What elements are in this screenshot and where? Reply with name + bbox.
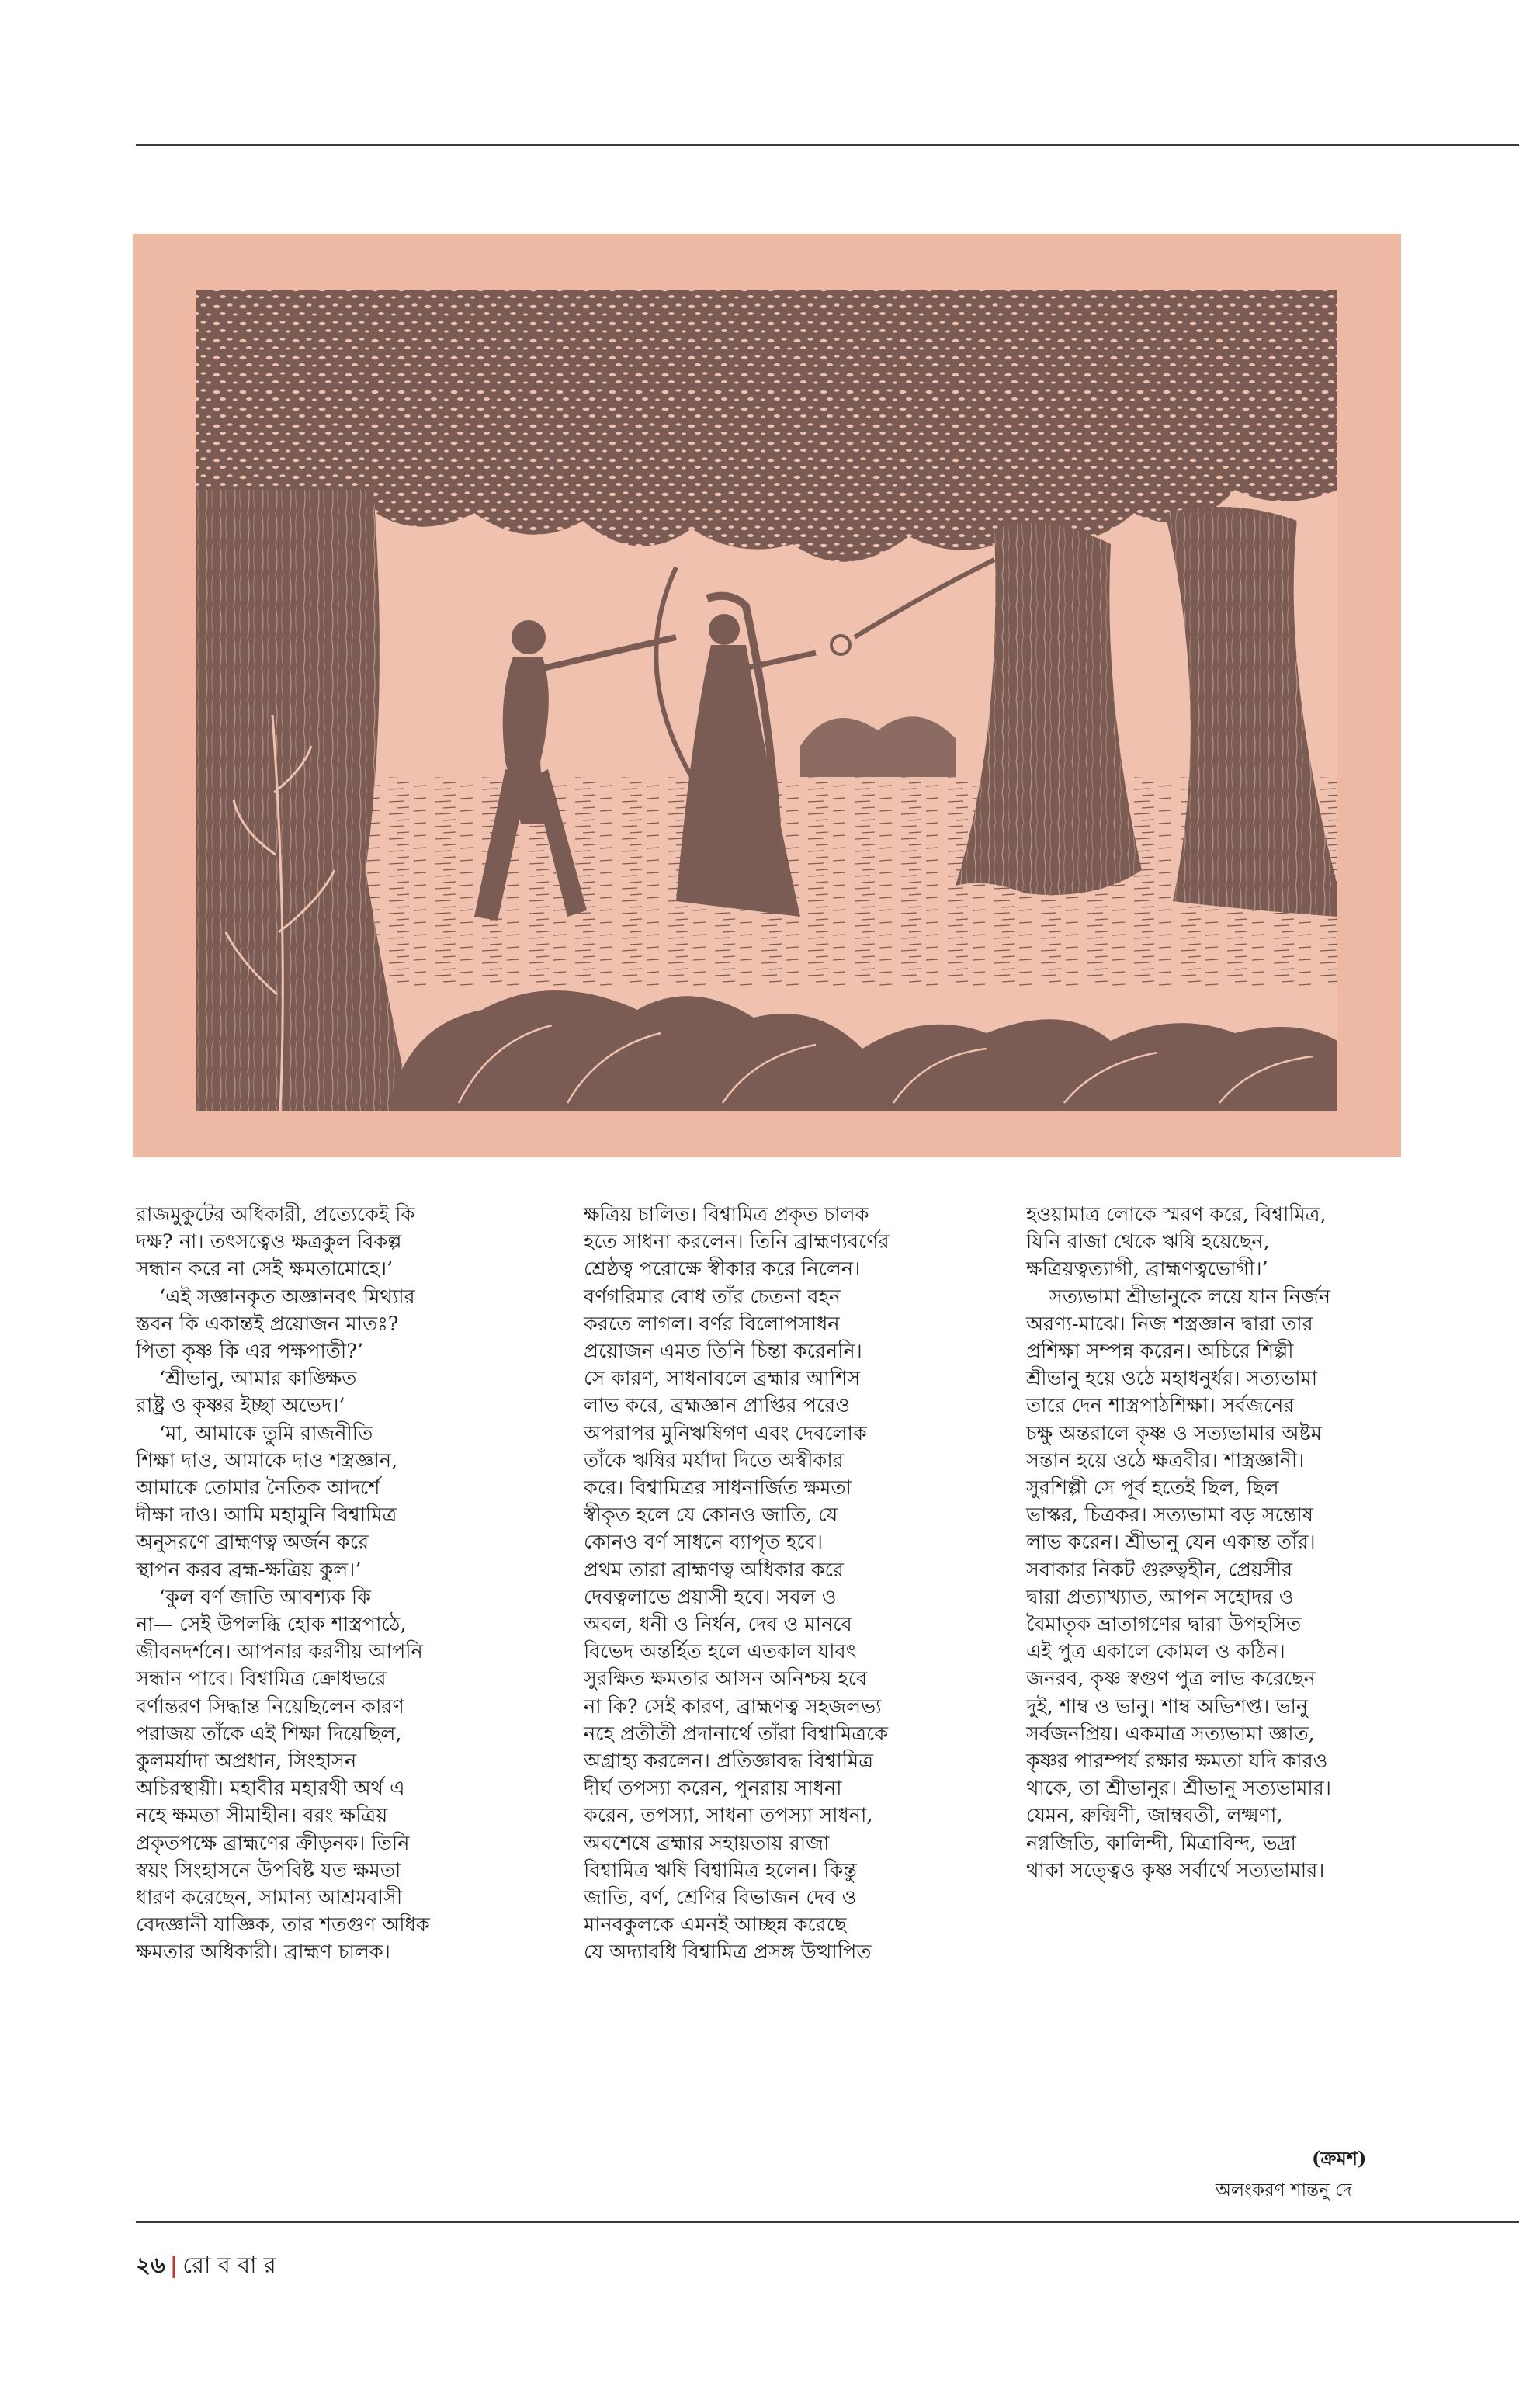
text-line: নহে ক্ষমতা সীমাহীন। বরং ক্ষত্রিয়	[136, 1804, 388, 1828]
illustration-frame	[133, 234, 1401, 1157]
text-line: আমাকে তোমার নৈতিক আদর্শে	[136, 1476, 380, 1500]
magazine-name: রো ব বা র	[182, 2252, 276, 2278]
text-line: অনুসরণে ব্রাহ্মণত্ব অর্জন করে	[136, 1531, 369, 1555]
text-line: ক্ষমতার অধিকারী। ব্রাহ্মণ চালক।	[136, 1940, 390, 1965]
text-line: দীক্ষা দাও। আমি মহামুনি বিশ্বামিত্র	[136, 1503, 397, 1528]
text-line: ‘কুল বর্ণ জাতি আবশ্যক কি	[159, 1585, 372, 1609]
text-line: থাকে, তা শ্রীভানুর। শ্রীভানু সত্যভামার।	[1026, 1777, 1331, 1801]
page-footer	[136, 2248, 276, 2286]
text-line: প্রথম তারা ব্রাহ্মণত্ব অধিকার করে	[584, 1558, 844, 1582]
forest-archer-illustration	[133, 234, 1401, 1157]
text-line: স্বীকৃত হলে যে কোনও জাতি, যে	[584, 1503, 838, 1528]
text-line: শিক্ষা দাও, আমাকে দাও শস্ত্রজ্ঞান,	[136, 1448, 398, 1472]
text-line: যেমন, রুক্মিণী, জাম্ববতী, লক্ষ্মণা,	[1026, 1804, 1283, 1828]
text-line: জনরব, কৃষ্ণ স্বগুণ পুত্র লাভ করেছেন	[1026, 1667, 1316, 1691]
text-line: অরণ্য-মাঝে। নিজ শস্ত্রজ্ঞান দ্বারা তার	[1026, 1312, 1313, 1336]
text-line: রাষ্ট্র ও কৃষ্ণর ইচ্ছা অভেদ।’	[136, 1394, 345, 1418]
continued-label: (ক্রমশ)	[1312, 2147, 1367, 2169]
text-line: অবল, ধনী ও নির্ধন, দেব ও মানবে	[584, 1613, 852, 1637]
text-line: কোনও বর্ণ সাধনে ব্যাপৃত হবে।	[584, 1531, 823, 1555]
text-line: বিশ্বামিত্র ঋষি বিশ্বামিত্র হলেন। কিন্তু	[584, 1858, 857, 1882]
text-line: বর্ণগরিমার বোধ তাঁর চেতনা বহন	[584, 1285, 841, 1309]
bottom-rule	[136, 2221, 1519, 2223]
text-line: পিতা কৃষ্ণ কি এর পক্ষপাতী?’	[136, 1340, 363, 1364]
text-line: রাজমুকুটের অধিকারী, প্রত্যেকেই কি	[136, 1203, 415, 1226]
text-line: ভাস্কর, চিত্রকর। সত্যভামা বড় সন্তোষ	[1026, 1503, 1313, 1528]
text-line: অবশেষে ব্রহ্মার সহায়তায় রাজা	[584, 1831, 830, 1855]
text-line: সত্যভামা শ্রীভানুকে লয়ে যান নির্জন	[1049, 1285, 1331, 1309]
article-column-1	[136, 1202, 501, 1967]
text-line: স্বয়ং সিংহাসনে উপবিষ্ট যত ক্ষমতা	[136, 1858, 401, 1882]
text-line: ‘শ্রীভানু, আমার কাঙ্ক্ষিত	[159, 1367, 357, 1391]
text-line: সন্তান হয়ে ওঠে ক্ষত্রবীর। শাস্ত্রজ্ঞানী।	[1026, 1448, 1305, 1472]
text-line: নহে প্রতীতী প্রদানার্থে তাঁরা বিশ্বামিত্রকে	[584, 1722, 889, 1746]
footer-divider: |	[169, 2252, 179, 2278]
text-line: জাতি, বর্ণ, শ্রেণির বিভাজন দেব ও	[584, 1886, 857, 1910]
text-line: করেন, তপস্যা, সাধনা তপস্যা সাধনা,	[584, 1804, 873, 1828]
text-line: শ্রেষ্ঠত্ব পরোক্ষে স্বীকার করে নিলেন।	[584, 1257, 861, 1281]
text-line: সে কারণ, সাধনাবলে ব্রহ্মার আশিস	[584, 1367, 861, 1391]
text-line: শ্রীভানু হয়ে ওঠে মহাধনুর্ধর। সত্যভামা	[1026, 1367, 1318, 1391]
text-line: জীবনদর্শনে। আপনার করণীয় আপনি	[136, 1640, 423, 1664]
text-line: প্রকৃতপক্ষে ব্রাহ্মণের ক্রীড়নক। তিনি	[136, 1831, 410, 1855]
text-line: এই পুত্র একালে কোমল ও কঠিন।	[1026, 1640, 1285, 1664]
text-line: সুরক্ষিত ক্ষমতার আসন অনিশ্চয় হবে	[584, 1667, 868, 1691]
text-line: না কি? সেই কারণ, ব্রাহ্মণত্ব সহজলভ্য	[584, 1694, 882, 1718]
text-line: পরাজয় তাঁকে এই শিক্ষা দিয়েছিল,	[136, 1722, 402, 1746]
text-line: সুরশিল্পী সে পূর্ব হতেই ছিল, ছিল	[1026, 1476, 1279, 1500]
text-line: স্থাপন করব ব্রহ্ম-ক্ষত্রিয় কুল।’	[136, 1558, 362, 1582]
text-line: লাভ করেন। শ্রীভানু যেন একান্ত তাঁর।	[1026, 1531, 1316, 1555]
text-line: ক্ষত্রিয় চালিত। বিশ্বামিত্র প্রকৃত চালক	[584, 1203, 869, 1226]
text-line: বিভেদ অন্তর্হিত হলে এতকাল যাবৎ	[584, 1640, 857, 1664]
text-line: করতে লাগল। বর্ণর বিলোপসাধন	[584, 1312, 840, 1336]
text-line: হওয়ামাত্র লোকে স্মরণ করে, বিশ্বামিত্র,	[1026, 1203, 1327, 1226]
text-line: করে। বিশ্বামিত্রর সাধনার্জিত ক্ষমতা	[584, 1476, 852, 1500]
text-line: ক্ষত্রিয়ত্বত্যাগী, ব্রাহ্মণত্বভোগী।’	[1026, 1257, 1268, 1281]
text-line: সন্ধান করে না সেই ক্ষমতামোহে।’	[136, 1257, 394, 1281]
text-line: দেবত্বলাভে প্রয়াসী হবে। সবল ও	[584, 1585, 837, 1609]
text-line: অচিরস্থায়ী। মহাবীর মহারথী অর্থ এ	[136, 1777, 405, 1801]
text-line: সবাকার নিকট গুরুত্বহীন, প্রেয়সীর	[1026, 1558, 1293, 1582]
text-line: দীর্ঘ তপস্যা করেন, পুনরায় সাধনা	[584, 1777, 842, 1801]
page-number: ২৬	[136, 2252, 165, 2278]
text-line: দুই, শাম্ব ও ভানু। শাম্ব অভিশপ্ত। ভানু	[1026, 1694, 1309, 1718]
article-column-2	[584, 1202, 949, 1967]
text-line: তাঁকে ঋষির মর্যাদা দিতে অস্বীকার	[584, 1448, 844, 1472]
text-line: কৃষ্ণর পারম্পর্য রক্ষার ক্ষমতা যদি কারও	[1026, 1750, 1328, 1774]
text-line: কুলমর্যাদা অপ্রধান, সিংহাসন	[136, 1750, 357, 1774]
text-line: থাকা সত্ত্বেও কৃষ্ণ সর্বার্থে সত্যভামার।	[1026, 1858, 1325, 1882]
text-line: বেদজ্ঞানী যাজ্ঞিক, তার শতগুণ অধিক	[136, 1913, 430, 1937]
text-line: বর্ণান্তরণ সিদ্ধান্ত নিয়েছিলেন কারণ	[136, 1694, 404, 1718]
text-line: ধারণ করেছেন, সামান্য আশ্রমবাসী	[136, 1886, 403, 1910]
text-line: মানবকুলকে এমনই আচ্ছন্ন করেছে	[584, 1913, 847, 1937]
text-line: তারে দেন শাস্ত্রপাঠশিক্ষা। সর্বজনের	[1026, 1394, 1295, 1418]
text-line: ‘এই সজ্ঞানকৃত অজ্ঞানবৎ মিথ্যার	[159, 1285, 415, 1309]
text-line: যে অদ্যাবধি বিশ্বামিত্র প্রসঙ্গ উত্থাপিত	[584, 1940, 872, 1965]
text-line: যিনি রাজা থেকে ঋষি হয়েছেন,	[1026, 1230, 1270, 1254]
top-rule	[136, 144, 1519, 146]
text-line: সর্বজনপ্রিয়। একমাত্র সত্যভামা জ্ঞাত,	[1026, 1722, 1315, 1746]
text-line: না— সেই উপলব্ধি হোক শাস্ত্রপাঠে,	[136, 1613, 407, 1637]
text-line: দক্ষ? না। তৎসত্বেও ক্ষত্রকুল বিকল্প	[136, 1230, 402, 1254]
text-line: প্রশিক্ষা সম্পন্ন করেন। অচিরে শিল্পী	[1026, 1340, 1294, 1364]
text-line: অপরাপর মুনিঋষিগণ এবং দেবলোক	[584, 1421, 867, 1445]
text-line: স্তবন কি একান্তই প্রয়োজন মাতঃ?	[136, 1312, 399, 1336]
text-line: বৈমাতৃক ভ্রাতাগণের দ্বারা উপহসিত	[1026, 1613, 1302, 1637]
text-line: দ্বারা প্রত্যাখ্যাত, আপন সহোদর ও	[1026, 1585, 1294, 1609]
text-line: চক্ষু অন্তরালে কৃষ্ণ ও সত্যভামার অষ্টম	[1026, 1421, 1322, 1445]
text-line: ‘মা, আমাকে তুমি রাজনীতি	[159, 1421, 373, 1445]
text-line: হতে সাধনা করলেন। তিনি ব্রাহ্মণ্যবর্ণের	[584, 1230, 890, 1254]
text-line: লাভ করে, ব্রহ্মজ্ঞান প্রাপ্তির পরেও	[584, 1394, 850, 1418]
text-line: প্রয়োজন এমত তিনি চিন্তা করেননি।	[584, 1340, 862, 1364]
illustrator-credit: অলংকরণ শান্তনু দে	[1216, 2180, 1352, 2201]
article-column-3	[1026, 1202, 1391, 1885]
text-line: অগ্রাহ্য করলেন। প্রতিজ্ঞাবদ্ধ বিশ্বামিত্র	[584, 1750, 873, 1774]
text-line: নগ্নজিতি, কালিন্দী, মিত্রাবিন্দ, ভদ্রা	[1026, 1831, 1296, 1855]
text-line: সন্ধান পাবে। বিশ্বামিত্র ক্রোধভরে	[136, 1667, 387, 1691]
